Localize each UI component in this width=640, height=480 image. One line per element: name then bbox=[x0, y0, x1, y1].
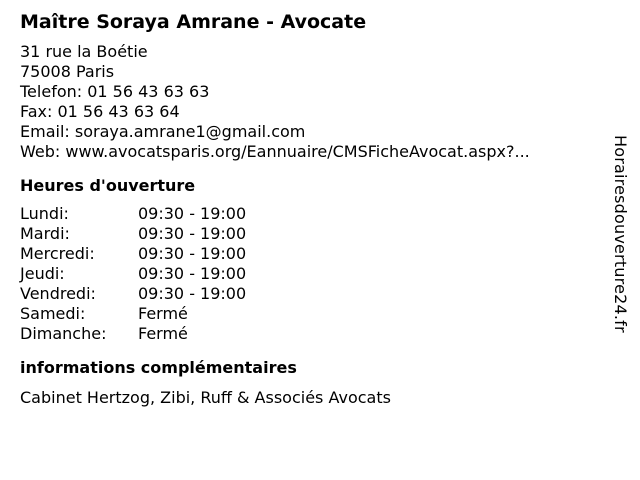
extra-info-text: Cabinet Hertzog, Zibi, Ruff & Associés Avocats bbox=[20, 388, 391, 407]
hours-row bbox=[20, 284, 610, 304]
address-street: 31 rue la Boétie bbox=[20, 42, 148, 61]
hours-table bbox=[20, 204, 610, 344]
day-hours: 09:30 - 19:00 bbox=[138, 224, 247, 243]
day-hours: 09:30 - 19:00 bbox=[138, 264, 247, 283]
day-hours: 09:30 - 19:00 bbox=[138, 204, 247, 223]
day-hours: 09:30 - 19:00 bbox=[138, 244, 247, 263]
phone-line: Telefon: 01 56 43 63 63 bbox=[20, 82, 210, 101]
hours-row bbox=[20, 224, 610, 244]
web-link[interactable]: Web: www.avocatsparis.org/Eannuaire/CMSFicheAvocat.aspx?... bbox=[20, 142, 530, 161]
hours-row bbox=[20, 304, 610, 324]
day-label: Dimanche: bbox=[20, 324, 107, 343]
hours-row bbox=[20, 264, 610, 284]
business-card bbox=[20, 10, 610, 408]
extra-info-heading: informations complémentaires bbox=[20, 358, 297, 377]
day-hours: Fermé bbox=[138, 324, 188, 343]
day-hours: Fermé bbox=[138, 304, 188, 323]
day-label: Vendredi: bbox=[20, 284, 96, 303]
email-line[interactable]: Email: soraya.amrane1@gmail.com bbox=[20, 122, 306, 141]
site-watermark: Horairesdouverture24.fr bbox=[611, 135, 630, 333]
day-label: Mercredi: bbox=[20, 244, 95, 263]
address-city: 75008 Paris bbox=[20, 62, 115, 81]
hours-row bbox=[20, 244, 610, 264]
hours-row bbox=[20, 204, 610, 224]
day-label: Mardi: bbox=[20, 224, 70, 243]
day-hours: 09:30 - 19:00 bbox=[138, 284, 247, 303]
hours-row bbox=[20, 324, 610, 344]
hours-heading: Heures d'ouverture bbox=[20, 176, 196, 195]
day-label: Jeudi: bbox=[20, 264, 65, 283]
fax-line: Fax: 01 56 43 63 64 bbox=[20, 102, 180, 121]
day-label: Lundi: bbox=[20, 204, 69, 223]
contact-block bbox=[20, 42, 610, 162]
page-title: Maître Soraya Amrane - Avocate bbox=[20, 11, 367, 33]
day-label: Samedi: bbox=[20, 304, 86, 323]
